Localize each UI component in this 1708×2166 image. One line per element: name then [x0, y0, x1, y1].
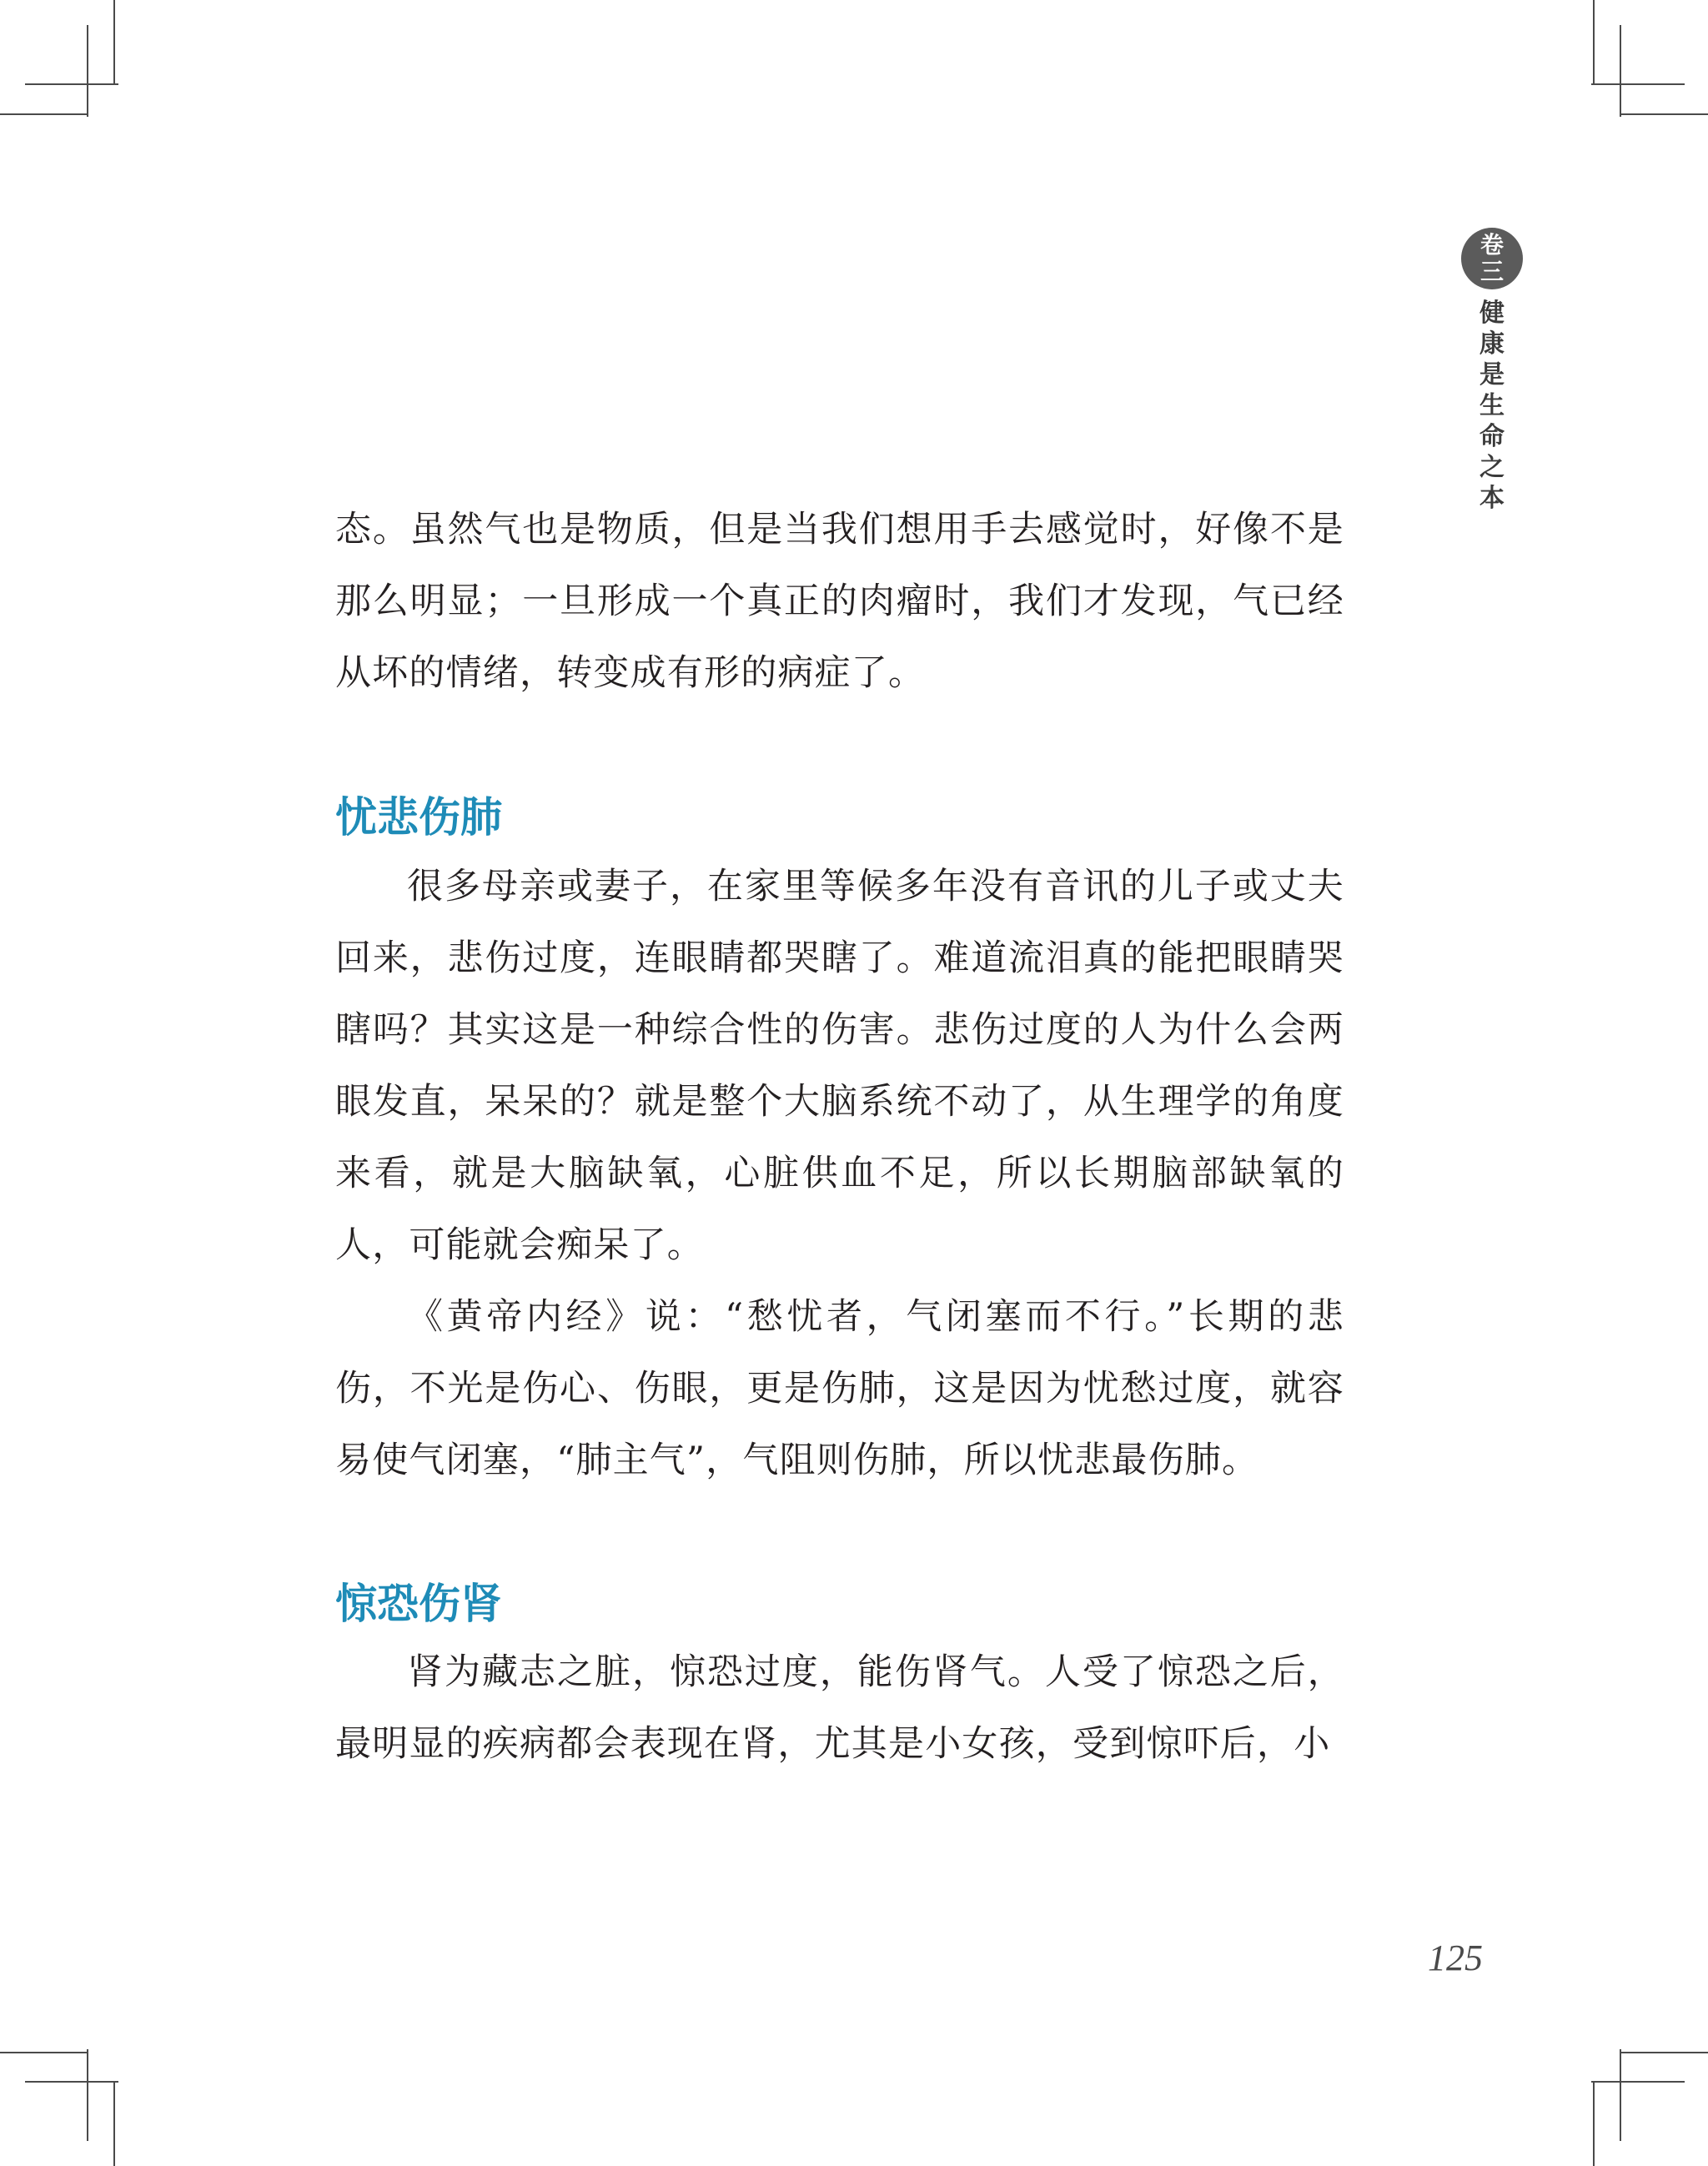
crop-mark-bottom-right-horizontal-inner — [1620, 2052, 1708, 2053]
crop-mark-bottom-left-vertical — [87, 2049, 88, 2141]
section-paragraph: 很多母亲或妻子，在家里等候多年没有音讯的儿子或丈夫回来，悲伤过度，连眼睛都哭瞎了。难道流泪真的能把眼睛哭瞎吗？其实这是一种综合性的伤害。悲伤过度的人为什么会两眼发直，呆呆的？就是整个大脑系统不动了，从生理学的角度来看，就是大脑缺氧，心脏供血不足，所以长期脑部缺氧的人，可能就会痴呆了。 — [335, 866, 1344, 1266]
chapter-title-char: 康 — [1479, 329, 1505, 359]
crop-mark-top-right-vertical-inner — [1593, 0, 1595, 85]
page-number: 125 — [1428, 1937, 1483, 1978]
crop-mark-bottom-right-horizontal — [1591, 2081, 1685, 2083]
crop-mark-bottom-left-vertical-inner — [113, 2081, 115, 2166]
chapter-title-char: 是 — [1479, 360, 1505, 389]
chapter-side-tab — [1459, 228, 1525, 514]
section-body-fear — [335, 1636, 1344, 1780]
section-heading-sadness: 忧悲伤肺 — [335, 793, 502, 842]
crop-mark-top-left-vertical-inner — [113, 0, 115, 85]
section-body-sadness — [335, 851, 1344, 1496]
crop-mark-top-left-vertical — [87, 25, 88, 117]
chapter-title-char: 生 — [1479, 391, 1505, 420]
chapter-title-char: 之 — [1479, 453, 1505, 482]
chapter-title-char: 命 — [1479, 422, 1505, 451]
crop-mark-bottom-left-horizontal-inner — [0, 2052, 88, 2053]
volume-char: 卷 — [1479, 231, 1504, 259]
crop-mark-bottom-left-horizontal — [25, 2081, 118, 2083]
section-paragraph: 肾为藏志之脏，惊恐过度，能伤肾气。人受了惊恐之后，最明显的疾病都会表现在肾，尤其是小女孩，受到惊吓后，小 — [335, 1651, 1344, 1765]
crop-mark-top-right-horizontal — [1591, 83, 1685, 85]
volume-badge — [1461, 228, 1523, 289]
chapter-title-char: 本 — [1479, 484, 1505, 513]
crop-mark-top-left-horizontal — [25, 83, 118, 85]
crop-mark-top-left-horizontal-inner — [0, 113, 88, 115]
crop-mark-top-right-horizontal-inner — [1620, 113, 1708, 115]
opening-paragraph: 态。虽然气也是物质，但是当我们想用手去感觉时，好像不是那么明显；一旦形成一个真正的肉瘤时，我们才发现，气已经从坏的情绪，转变成有形的病症了。 — [335, 509, 1344, 694]
section-paragraph: 《黄帝内经》说：“愁忧者，气闭塞而不行。”长期的悲伤，不光是伤心、伤眼，更是伤肺，这是因为忧愁过度，就容易使气闭塞，“肺主气”，气阻则伤肺，所以忧悲最伤肺。 — [335, 1296, 1344, 1481]
opening-text — [335, 494, 1344, 709]
crop-mark-bottom-right-vertical — [1620, 2049, 1621, 2141]
chapter-title-vertical — [1459, 298, 1525, 514]
chapter-title-char: 健 — [1479, 299, 1505, 328]
section-heading-fear: 惊恐伤肾 — [335, 1580, 502, 1628]
crop-mark-bottom-right-vertical-inner — [1593, 2081, 1595, 2166]
crop-mark-top-right-vertical — [1620, 25, 1621, 117]
volume-char: 三 — [1479, 258, 1504, 285]
